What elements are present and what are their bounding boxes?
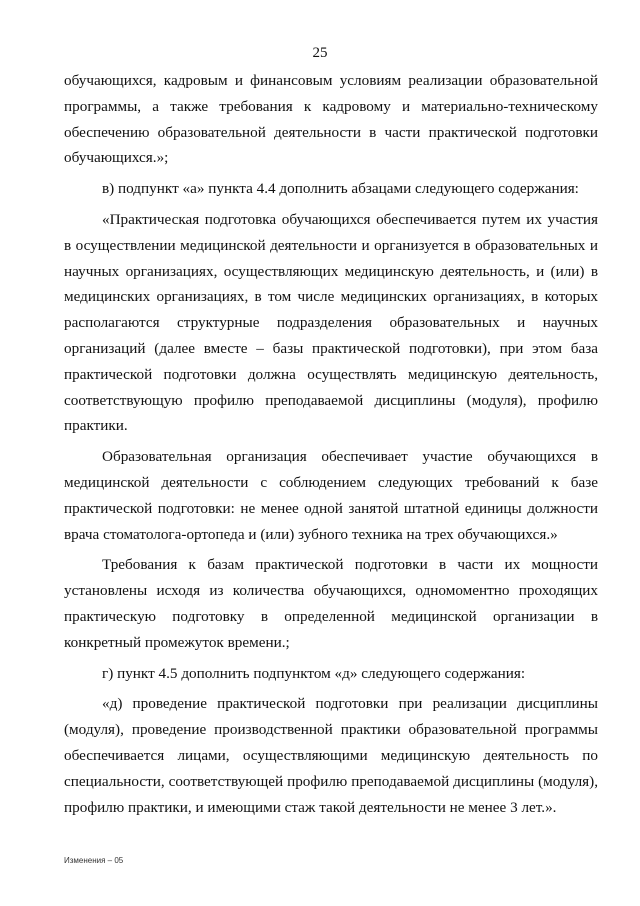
paragraph-subitem-v: в) подпункт «а» пункта 4.4 дополнить абзацами следующего содержания: bbox=[102, 180, 579, 198]
paragraph-capacity-requirements: Требования к базам практической подготовки в части их мощности установлены исходя из количества обучающихся, одномоментно проходящих практическую подготовку в определенной медицинской организации в конкретный промежуток времени.; bbox=[64, 556, 598, 651]
paragraph-organization-requirements: Образовательная организация обеспечивает участие обучающихся в медицинской деятельности с соблюдением следующих требований к базе практической подготовки: не менее одной занятой штатной единицы должности врача стоматолога-ортопеда и (или) зубного техника на трех обучающихся.» bbox=[64, 448, 598, 543]
paragraph-subitem-d: «д) проведение практической подготовки при реализации дисциплины (модуля), проведение производственной практики образовательной программы обеспечивается лицами, осуществляющими медицинскую деятельность по специальности, соответствующей профилю преподаваемой дисциплины (модуля), профилю практики, и имеющими стаж такой деятельности не менее 3 лет.». bbox=[64, 695, 598, 816]
paragraph-practical-training: «Практическая подготовка обучающихся обеспечивается путем их участия в осуществлении медицинской деятельности и организуется в образовательных и научных организациях, осуществляющих медицинскую деятельность, и (или) в медицинских организациях, в том числе медицинских организациях, в которых располагаются структурные подразделения образовательных и научных организаций (далее вместе – базы практической подготовки), при этом база практической подготовки должна осуществлять медицинскую деятельность, соответствующую профилю преподаваемой дисциплины (модуля), профилю практики. bbox=[64, 210, 598, 435]
body-text bbox=[64, 68, 598, 820]
paragraph-continuation: обучающихся, кадровым и финансовым условиям реализации образовательной программы, а также требования к кадровому и материально-техническому обеспечению образовательной деятельности в части практической подготовки обучающихся.»; bbox=[64, 72, 598, 167]
paragraph-subitem-g: г) пункт 4.5 дополнить подпунктом «д» следующего содержания: bbox=[102, 664, 526, 682]
page-number: 25 bbox=[312, 45, 328, 61]
footer-revision-note: Изменения – 05 bbox=[64, 856, 124, 865]
